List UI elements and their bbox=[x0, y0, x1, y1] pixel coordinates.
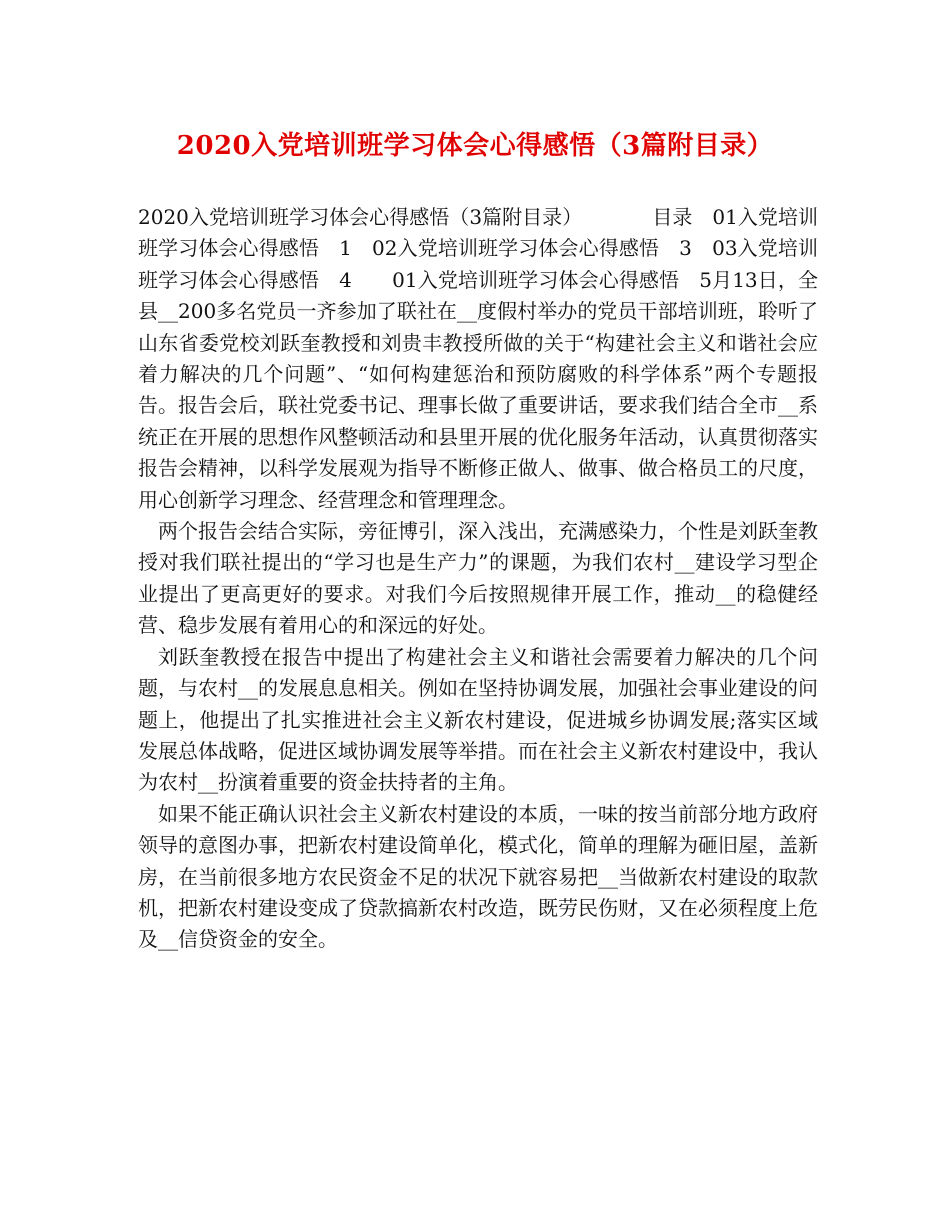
paragraph-2: 两个报告会结合实际，旁征博引，深入浅出，充满感染力，个性是刘跃奎教授对我们联社提出的“学习也是生产力”的课题，为我们农村__建设学习型企业提出了更高更好的要求。对我们今后按照规律开展工作，推动__的稳健经营、稳步发展有着用心的和深远的好处。 bbox=[138, 519, 818, 638]
document-body bbox=[138, 202, 818, 956]
paragraph-3: 刘跃奎教授在报告中提出了构建社会主义和谐社会需要着力解决的几个问题，与农村__的发展息息相关。例如在坚持协调发展，加强社会事业建设的问题上，他提出了扎实推进社会主义新农村建设，促进城乡协调发展;落实区域发展总体战略，促进区域协调发展等举措。而在社会主义新农村建设中，我认为农村__扮演着重要的资金扶持者的主角。 bbox=[138, 644, 818, 795]
paragraph-4: 如果不能正确认识社会主义新农村建设的本质，一味的按当前部分地方政府领导的意图办事，把新农村建设简单化，模式化，简单的理解为砸旧屋，盖新房，在当前很多地方农民资金不足的状况下就容易把__当做新农村建设的取款机，把新农村建设变成了贷款搞新农村改造，既劳民伤财，又在必须程度上危及__信贷资金的安全。 bbox=[138, 801, 818, 952]
document-title: 2020入党培训班学习体会心得感悟（3篇附目录） bbox=[176, 131, 774, 161]
paragraph-intro: 2020入党培训班学习体会心得感悟（3篇附目录） 目录 01入党培训班学习体会心得感悟 1 02入党培训班学习体会心得感悟 3 03入党培训班学习体会心得感悟 4 01入党培训班学习体会心得感悟 5月13日，全县__200多名党员一齐参加了联社在__度假村举办的党员干部培训班，聆听了山东省委党校刘跃奎教授和刘贵丰教授所做的关于“构建社会主义和谐社会应着力解决的几个问题”、“如何构建惩治和预防腐败的科学体系”两个专题报告。报告会后，联社党委书记、理事长做了重要讲话，要求我们结合全市__系统正在开展的思想作风整顿活动和县里开展的优化服务年活动，认真贯彻落实报告会精神，以科学发展观为指导不断修正做人、做事、做合格员工的尺度，用心创新学习理念、经营理念和管理理念。 bbox=[138, 205, 818, 512]
